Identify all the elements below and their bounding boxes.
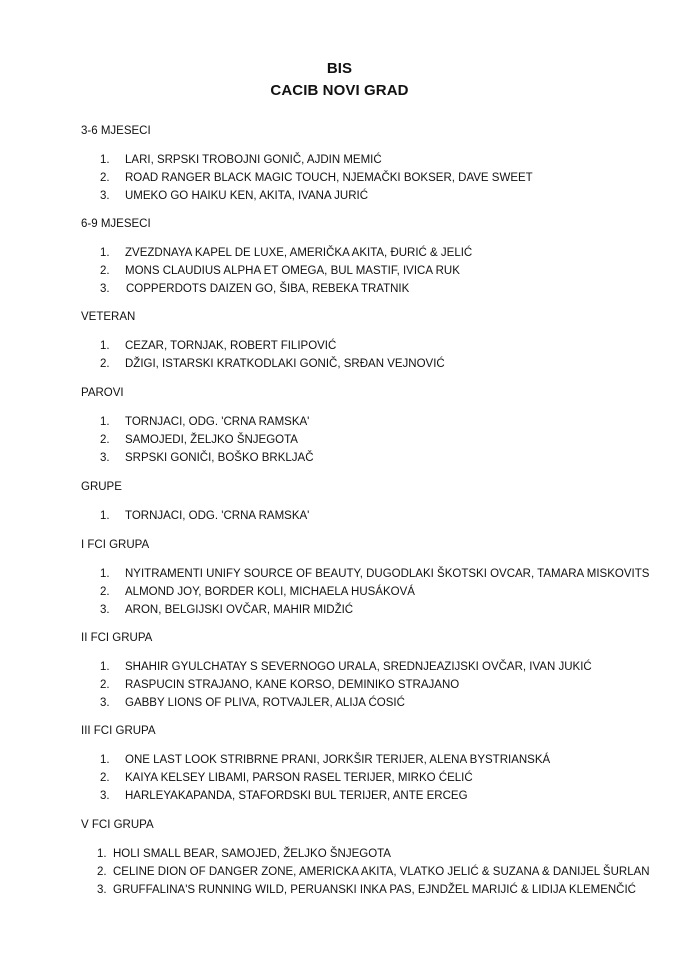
- list-text: RASPUCIN STRAJANO, KANE KORSO, DEMINIKO STRAJANO: [125, 679, 460, 691]
- list-number: 2.: [100, 772, 110, 784]
- list-number: 2.: [100, 265, 110, 277]
- section-heading-6-9-mjeseci: 6-9 MJESECI: [81, 218, 151, 230]
- list-text: SAMOJEDI, ŽELJKO ŠNJEGOTA: [125, 434, 298, 446]
- list-number: 3.: [100, 697, 110, 709]
- section-heading-3-6-mjeseci: 3-6 MJESECI: [81, 125, 151, 137]
- list-text: CEZAR, TORNJAK, ROBERT FILIPOVIĆ: [125, 340, 337, 352]
- list-number: 3.: [100, 604, 110, 616]
- list-number: 1.: [100, 154, 110, 166]
- list-number: 1.: [97, 848, 107, 860]
- list-number: 1.: [100, 340, 110, 352]
- section-heading-grupe: GRUPE: [81, 481, 122, 493]
- list-number: 2.: [100, 172, 110, 184]
- list-text: ONE LAST LOOK STRIBRNE PRANI, JORKŠIR TERIJER, ALENA BYSTRIANSKÁ: [125, 754, 551, 766]
- section-heading-i-fci-grupa: I FCI GRUPA: [81, 539, 150, 551]
- list-number: 3.: [100, 452, 110, 464]
- list-number: 1.: [100, 754, 110, 766]
- list-text: TORNJACI, ODG. 'CRNA RAMSKA': [125, 416, 310, 428]
- list-text: ALMOND JOY, BORDER KOLI, MICHAELA HUSÁKOVÁ: [125, 586, 415, 598]
- list-number: 2.: [100, 358, 110, 370]
- list-text: HOLI SMALL BEAR, SAMOJED, ŽELJKO ŠNJEGOTA: [113, 848, 391, 860]
- section-heading-veteran: VETERAN: [81, 311, 136, 323]
- list-number: 1.: [100, 247, 110, 259]
- list-text: MONS CLAUDIUS ALPHA ET OMEGA, BUL MASTIF, IVICA RUK: [125, 265, 460, 277]
- list-number: 1.: [100, 568, 110, 580]
- list-text: UMEKO GO HAIKU KEN, AKITA, IVANA JURIĆ: [125, 190, 369, 202]
- list-text: GABBY LIONS OF PLIVA, ROTVAJLER, ALIJA ĆOSIĆ: [125, 697, 405, 709]
- list-text: ARON, BELGIJSKI OVČAR, MAHIR MIDŽIĆ: [125, 604, 354, 616]
- list-number: 2.: [100, 679, 110, 691]
- list-number: 2.: [97, 866, 107, 878]
- list-text: SHAHIR GYULCHATAY S SEVERNOGO URALA, SREDNJEAZIJSKI OVČAR, IVAN JUKIĆ: [125, 661, 592, 673]
- list-text: COPPERDOTS DAIZEN GO, ŠIBA, REBEKA TRATNIK: [126, 283, 410, 295]
- list-number: 2.: [100, 586, 110, 598]
- list-text: KAIYA KELSEY LIBAMI, PARSON RASEL TERIJER, MIRKO ĆELIĆ: [125, 772, 473, 784]
- list-text: HARLEYAKAPANDA, STAFORDSKI BUL TERIJER, ANTE ERCEG: [125, 790, 468, 802]
- list-text: GRUFFALINA'S RUNNING WILD, PERUANSKI INKA PAS, EJNDŽEL MARIJIĆ & LIDIJA KLEMENČIĆ: [113, 884, 636, 896]
- section-heading-v-fci-grupa: V FCI GRUPA: [81, 819, 154, 831]
- section-heading-ii-fci-grupa: II FCI GRUPA: [81, 632, 153, 644]
- title-line-bis: BIS: [326, 60, 353, 77]
- list-text: TORNJACI, ODG. 'CRNA RAMSKA': [125, 510, 310, 522]
- list-text: ROAD RANGER BLACK MAGIC TOUCH, NJEMAČKI BOKSER, DAVE SWEET: [125, 172, 533, 184]
- list-number: 2.: [100, 434, 110, 446]
- list-text: LARI, SRPSKI TROBOJNI GONIČ, AJDIN MEMIĆ: [125, 154, 382, 166]
- list-number: 3.: [100, 283, 110, 295]
- list-number: 3.: [100, 790, 110, 802]
- title-line-show-name: CACIB NOVI GRAD: [270, 82, 409, 99]
- list-text: SRPSKI GONIČI, BOŠKO BRKLJAČ: [125, 452, 314, 464]
- list-text: DŽIGI, ISTARSKI KRATKODLAKI GONIČ, SRĐAN VEJNOVIĆ: [125, 358, 445, 370]
- list-text: NYITRAMENTI UNIFY SOURCE OF BEAUTY, DUGODLAKI ŠKOTSKI OVCAR, TAMARA MISKOVITS: [125, 568, 650, 580]
- list-number: 1.: [100, 416, 110, 428]
- list-number: 1.: [100, 510, 110, 522]
- section-heading-parovi: PAROVI: [81, 387, 124, 399]
- list-text: CELINE DION OF DANGER ZONE, AMERICKA AKITA, VLATKO JELIĆ & SUZANA & DANIJEL ŠURLAN: [113, 866, 650, 878]
- document-title: [0, 58, 679, 102]
- list-number: 3.: [97, 884, 107, 896]
- list-number: 1.: [100, 661, 110, 673]
- list-number: 3.: [100, 190, 110, 202]
- list-text: ZVEZDNAYA KAPEL DE LUXE, AMERIČKA AKITA, ĐURIĆ & JELIĆ: [125, 247, 473, 259]
- section-heading-iii-fci-grupa: III FCI GRUPA: [81, 725, 156, 737]
